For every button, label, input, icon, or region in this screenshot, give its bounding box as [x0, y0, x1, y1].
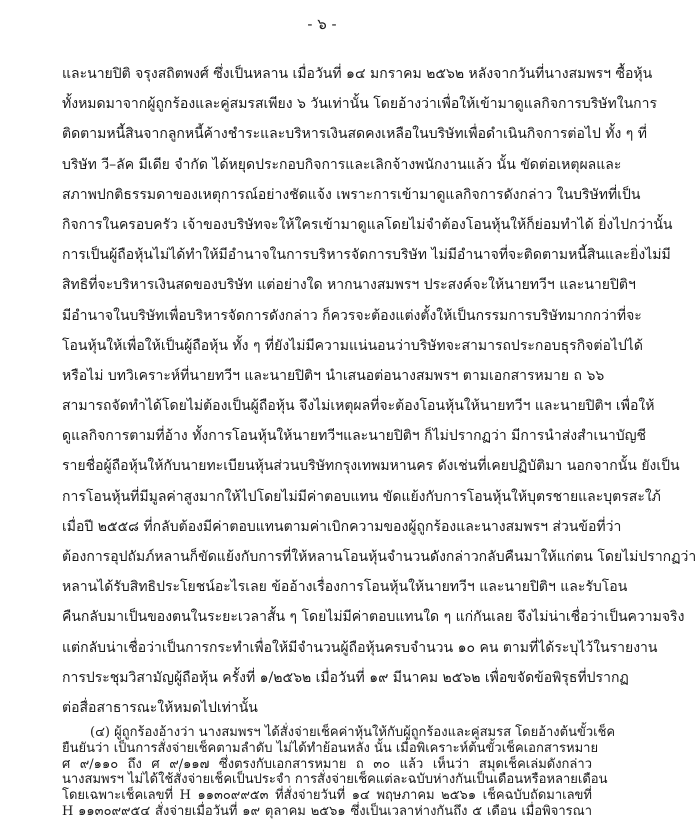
page-number: - ๖ - — [307, 15, 337, 33]
text-line: ดูแลกิจการตามที่อ้าง ทั้งการโอนหุ้นให้นายทวีฯและนายปิติฯ ก็ไม่ปรากฏว่า มีการนำส่งสำเนาบัญชี — [62, 428, 647, 444]
text-line: การโอนหุ้นที่มีมูลค่าสูงมากให้ไปโดยไม่มีค่าตอบแทน ขัดแย้งกับการโอนหุ้นให้บุตรชายและบุตรสะใภ้ — [62, 489, 661, 505]
text-line: เมื่อปี ๒๕๕๘ ที่กลับต้องมีค่าตอบแทนตามค่าเบิกความของผู้ถูกร้องและนางสมพรฯ ส่วนข้อที่ว่า — [62, 519, 622, 535]
text-line: บริษัท วี–ลัค มีเดีย จำกัด ได้หยุดประกอบกิจการและเลิกจ้างพนักงานแล้ว นั้น ขัดต่อเหตุผลและ — [62, 157, 622, 173]
text-line: ติดตามหนี้สินจากลูกหนี้ค้างชำระและบริหารเงินสดคงเหลือในบริษัทเพื่อดำเนินกิจการต่อไป ทั้ง ๆ ที่ — [62, 126, 648, 142]
text-line: หรือไม่ บทวิเคราะห์ที่นายทวีฯ และนายปิติฯ นำเสนอต่อนางสมพรฯ ตามเอกสารหมาย ถ ๖๖ — [62, 368, 605, 384]
text-line: โอนหุ้นให้เพื่อให้เป็นผู้ถือหุ้น ทั้ง ๆ ที่ยังไม่มีความแน่นอนว่าบริษัทจะสามารถประกอบธุรกิจต่อไปได้ — [62, 338, 643, 354]
text-line: (๔) ผู้ถูกร้องอ้างว่า นางสมพรฯ ได้สั่งจ่ายเช็คค่าหุ้นให้กับผู้ถูกร้องและคู่สมรส โดยอ้างต้นขั้วเช็ค — [90, 725, 616, 740]
text-line: โดยเฉพาะเช็คเลขที่ H ๑๑๓๐๙๙๕๓ ที่สั่งจ่ายวันที่ ๑๔ พฤษภาคม ๒๕๖๑ เช็คฉบับถัดมาเลขที่ — [62, 788, 592, 803]
text-line: สามารถจัดทำได้โดยไม่ต้องเป็นผู้ถือหุ้น จึงไม่เหตุผลที่จะต้องโอนหุ้นให้นายทวีฯ และนายปิติฯ เพื่อให้ — [62, 398, 655, 414]
text-line: คืนกลับมาเป็นของตนในระยะเวลาสั้น ๆ โดยไม่มีค่าตอบแทนใด ๆ แก่กันเลย จึงไม่น่าเชื่อว่าเป็นความจริง — [62, 609, 685, 625]
text-line: ยืนยันว่า เป็นการสั่งจ่ายเช็คตามลำดับ ไม่ได้ทำย้อนหลัง นั้น เมื่อพิเคราะห์ต้นขั้วเช็คเอกสารหมาย — [62, 741, 599, 756]
text-line: หลานได้รับสิทธิประโยชน์อะไรเลย ข้ออ้างเรื่องการโอนหุ้นให้นายทวีฯ และนายปิติฯ และรับโอน — [62, 579, 628, 595]
text-line: ต่อสื่อสาธารณะให้หมดไปเท่านั้น — [62, 700, 258, 716]
text-line: นางสมพรฯ ไม่ได้ใช้สั่งจ่ายเช็คเป็นประจำ การสั่งจ่ายเช็คแต่ละฉบับห่างกันเป็นเดือนหรือหลายเดือน — [62, 772, 608, 787]
text-line: ศ ๙/๑๑๐ ถึง ศ ๙/๑๑๗ ซึ่งตรงกับเอกสารหมาย ถ ๓๐ แล้ว เห็นว่า สมุดเช็คเล่มดังกล่าว — [62, 757, 592, 772]
text-line: ต้องการอุปถัมภ์หลานก็ขัดแย้งกับการที่ให้หลานโอนหุ้นจำนวนดังกล่าวกลับคืนมาให้แก่ตน โดยไม่ปรากฏว่า — [62, 549, 696, 565]
text-line: แต่กลับน่าเชื่อว่าเป็นการกระทำเพื่อให้มีจำนวนผู้ถือหุ้นครบจำนวน ๑๐ คน ตามที่ได้ระบุไว้ในรายงาน — [62, 640, 658, 656]
text-line: และนายปิติ จรุงสถิตพงศ์ ซึ่งเป็นหลาน เมื่อวันที่ ๑๔ มกราคม ๒๕๖๒ หลังจากวันที่นางสมพรฯ ซื้อหุ้น — [62, 66, 653, 82]
text-line: H ๑๑๓๐๙๙๕๔ สั่งจ่ายเมื่อวันที่ ๑๙ ตุลาคม ๒๕๖๑ ซึ่งเป็นเวลาห่างกันถึง ๕ เดือน เมื่อพิจารณา — [62, 804, 592, 819]
text-line: ทั้งหมดมาจากผู้ถูกร้องและคู่สมรสเพียง ๖ วันเท่านั้น โดยอ้างว่าเพื่อให้เข้ามาดูแลกิจการบริษัทในการ — [62, 96, 658, 112]
text-line: การเป็นผู้ถือหุ้นไม่ได้ทำให้มีอำนาจในการบริหารจัดการบริษัท ไม่มีอำนาจที่จะติดตามหนี้สินและยิ่งไม่มี — [62, 247, 671, 263]
text-line: สภาพปกติธรรมดาของเหตุการณ์อย่างชัดแจ้ง เพราะการเข้ามาดูแลกิจการดังกล่าว ในบริษัทที่เป็น — [62, 187, 641, 203]
text-line: สิทธิที่จะบริหารเงินสดของบริษัท แต่อย่างใด หากนางสมพรฯ ประสงค์จะให้นายทวีฯ และนายปิติฯ — [62, 277, 636, 293]
text-line: การประชุมวิสามัญผู้ถือหุ้น ครั้งที่ ๑/๒๕๖๒ เมื่อวันที่ ๑๙ มีนาคม ๒๕๖๒ เพื่อขจัดข้อพิรุธที่ปรากฏ — [62, 670, 629, 686]
text-line: รายชื่อผู้ถือหุ้นให้กับนายทะเบียนหุ้นส่วนบริษัทกรุงเทพมหานคร ดังเช่นที่เคยปฏิบัติมา นอกจากนั้น ยังเป็น — [62, 458, 680, 474]
text-line: กิจการในครอบครัว เจ้าของบริษัทจะให้ใครเข้ามาดูแลโดยไม่จำต้องโอนหุ้นให้ก็ย่อมทำได้ ยิ่งไปกว่านั้น — [62, 217, 673, 233]
text-line: มีอำนาจในบริษัทเพื่อบริหารจัดการดังกล่าว ก็ควรจะต้องแต่งตั้งให้เป็นกรรมการบริษัทมากกว่าที่จะ — [62, 308, 642, 324]
